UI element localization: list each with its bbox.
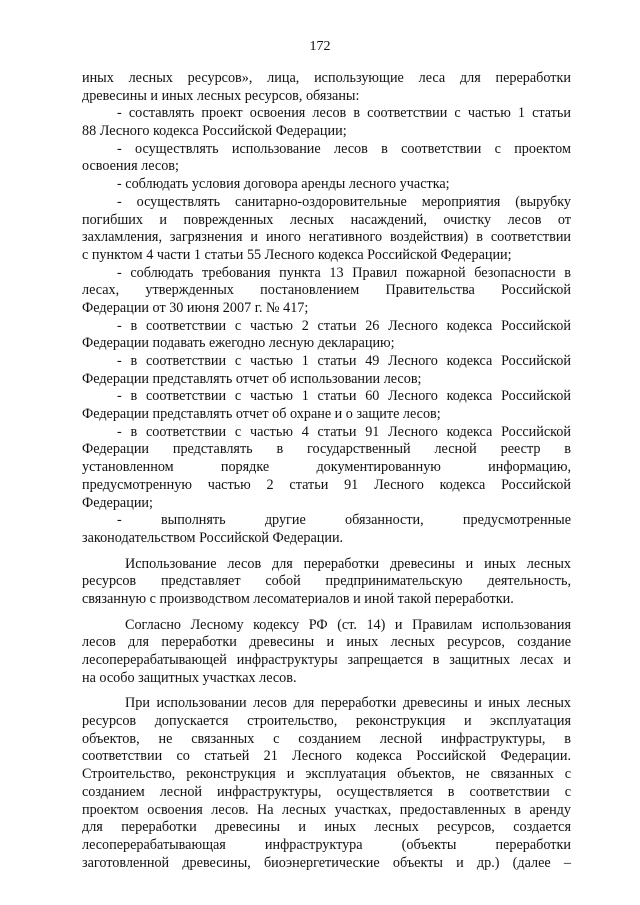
text-line: - в соответствии с частью 2 статьи 26 Лесного кодекса Российской (117, 317, 571, 334)
text-line: для переработки древесины и иных лесных ресурсов, создается (82, 819, 571, 836)
text-line: Федерации подавать ежегодно лесную декларацию; (82, 335, 395, 352)
text-line: ресурсов допускается строительство, реконструкция и эксплуатация (82, 713, 571, 730)
text-line: Федерации; (82, 494, 153, 511)
text-line: Федерации от 30 июня 2007 г. № 417; (82, 299, 309, 316)
text-line: 88 Лесного кодекса Российской Федерации; (82, 123, 347, 140)
text-line: древесины и иных лесных ресурсов, обязаны: (82, 87, 360, 104)
body-text (82, 70, 571, 872)
text-line: Федерации представлять отчет об охране и о защите лесов; (82, 406, 441, 423)
text-line: Согласно Лесному кодексу РФ (ст. 14) и Правилам использования (125, 616, 571, 633)
text-line: лесоперерабатывающей инфраструктуры запрещается в защитных лесах и (82, 652, 571, 668)
text-line: Федерации представлять в государственный лесной реестр в (82, 441, 571, 458)
text-line: проектом освоения лесов. На лесных участках, предоставленных в аренду (82, 801, 571, 818)
text-line: - в соответствии с частью 1 статьи 49 Лесного кодекса Российской (117, 353, 571, 369)
text-line: - соблюдать условия договора аренды лесного участка; (117, 176, 450, 193)
text-line: - в соответствии с частью 1 статьи 60 Лесного кодекса Российской (117, 388, 571, 405)
text-line: освоения лесов; (82, 158, 179, 175)
text-line: захламления, загрязнения и иного негативного воздействия) в соответствии (82, 229, 571, 246)
text-line: лесов для переработки древесины и иных лесных ресурсов, создание (82, 634, 571, 651)
text-line: с пунктом 4 части 1 статьи 55 Лесного кодекса Российской Федерации; (82, 246, 512, 263)
text-line: заготовленной древесины, биоэнергетические объекты и др.) (далее – (82, 854, 571, 871)
text-line: Использование лесов для переработки древесины и иных лесных (125, 555, 571, 572)
text-line: связанную с производством лесоматериалов и иной такой переработки. (82, 590, 514, 607)
paragraph-gap (82, 548, 571, 556)
text-line: на особо защитных участках лесов. (82, 669, 297, 686)
text-line: - соблюдать требования пункта 13 Правил пожарной безопасности в (117, 264, 571, 281)
text-line: предусмотренную частью 2 статьи 91 Лесного кодекса Российской (82, 476, 571, 493)
page-number: 172 (309, 39, 331, 54)
text-line: - осуществлять санитарно-оздоровительные мероприятия (вырубку (117, 193, 571, 210)
text-line: - в соответствии с частью 4 статьи 91 Лесного кодекса Российской (117, 423, 571, 440)
text-line: соответствии со статьей 21 Лесного кодекса Российской Федерации. (82, 748, 571, 765)
text-line: установленном порядке документированную информацию, (82, 459, 571, 476)
text-line: ресурсов представляет собой предпринимательскую деятельность, (82, 573, 571, 590)
text-line: Федерации представлять отчет об использовании лесов; (82, 370, 422, 387)
paragraph-gap (82, 687, 571, 695)
text-line: Строительство, реконструкция и эксплуатация объектов, не связанных с (82, 766, 571, 783)
text-line: объектов, не связанных с созданием лесной инфраструктуры, в (82, 730, 571, 747)
text-line: - составлять проект освоения лесов в соответствии с частью 1 статьи (117, 105, 571, 122)
text-line: законодательством Российской Федерации. (82, 529, 344, 546)
text-line: При использовании лесов для переработки древесины и иных лесных (125, 695, 571, 712)
text-line: погибших и поврежденных лесных насаждений, очистку лесов от (82, 211, 571, 228)
text-line: лесоперерабатывающая инфраструктура (объекты переработки (82, 836, 571, 853)
text-line: иных лесных ресурсов», лица, использующие леса для переработки (82, 70, 571, 86)
text-line: - осуществлять использование лесов в соответствии с проектом (117, 140, 571, 157)
text-line: лесах, утвержденных постановлением Правительства Российской (82, 282, 571, 299)
text-line: - выполнять другие обязанности, предусмотренные (117, 512, 571, 529)
paragraph-gap (82, 609, 571, 617)
text-line: созданием лесной инфраструктуры, осуществляется в соответствии с (82, 783, 571, 800)
